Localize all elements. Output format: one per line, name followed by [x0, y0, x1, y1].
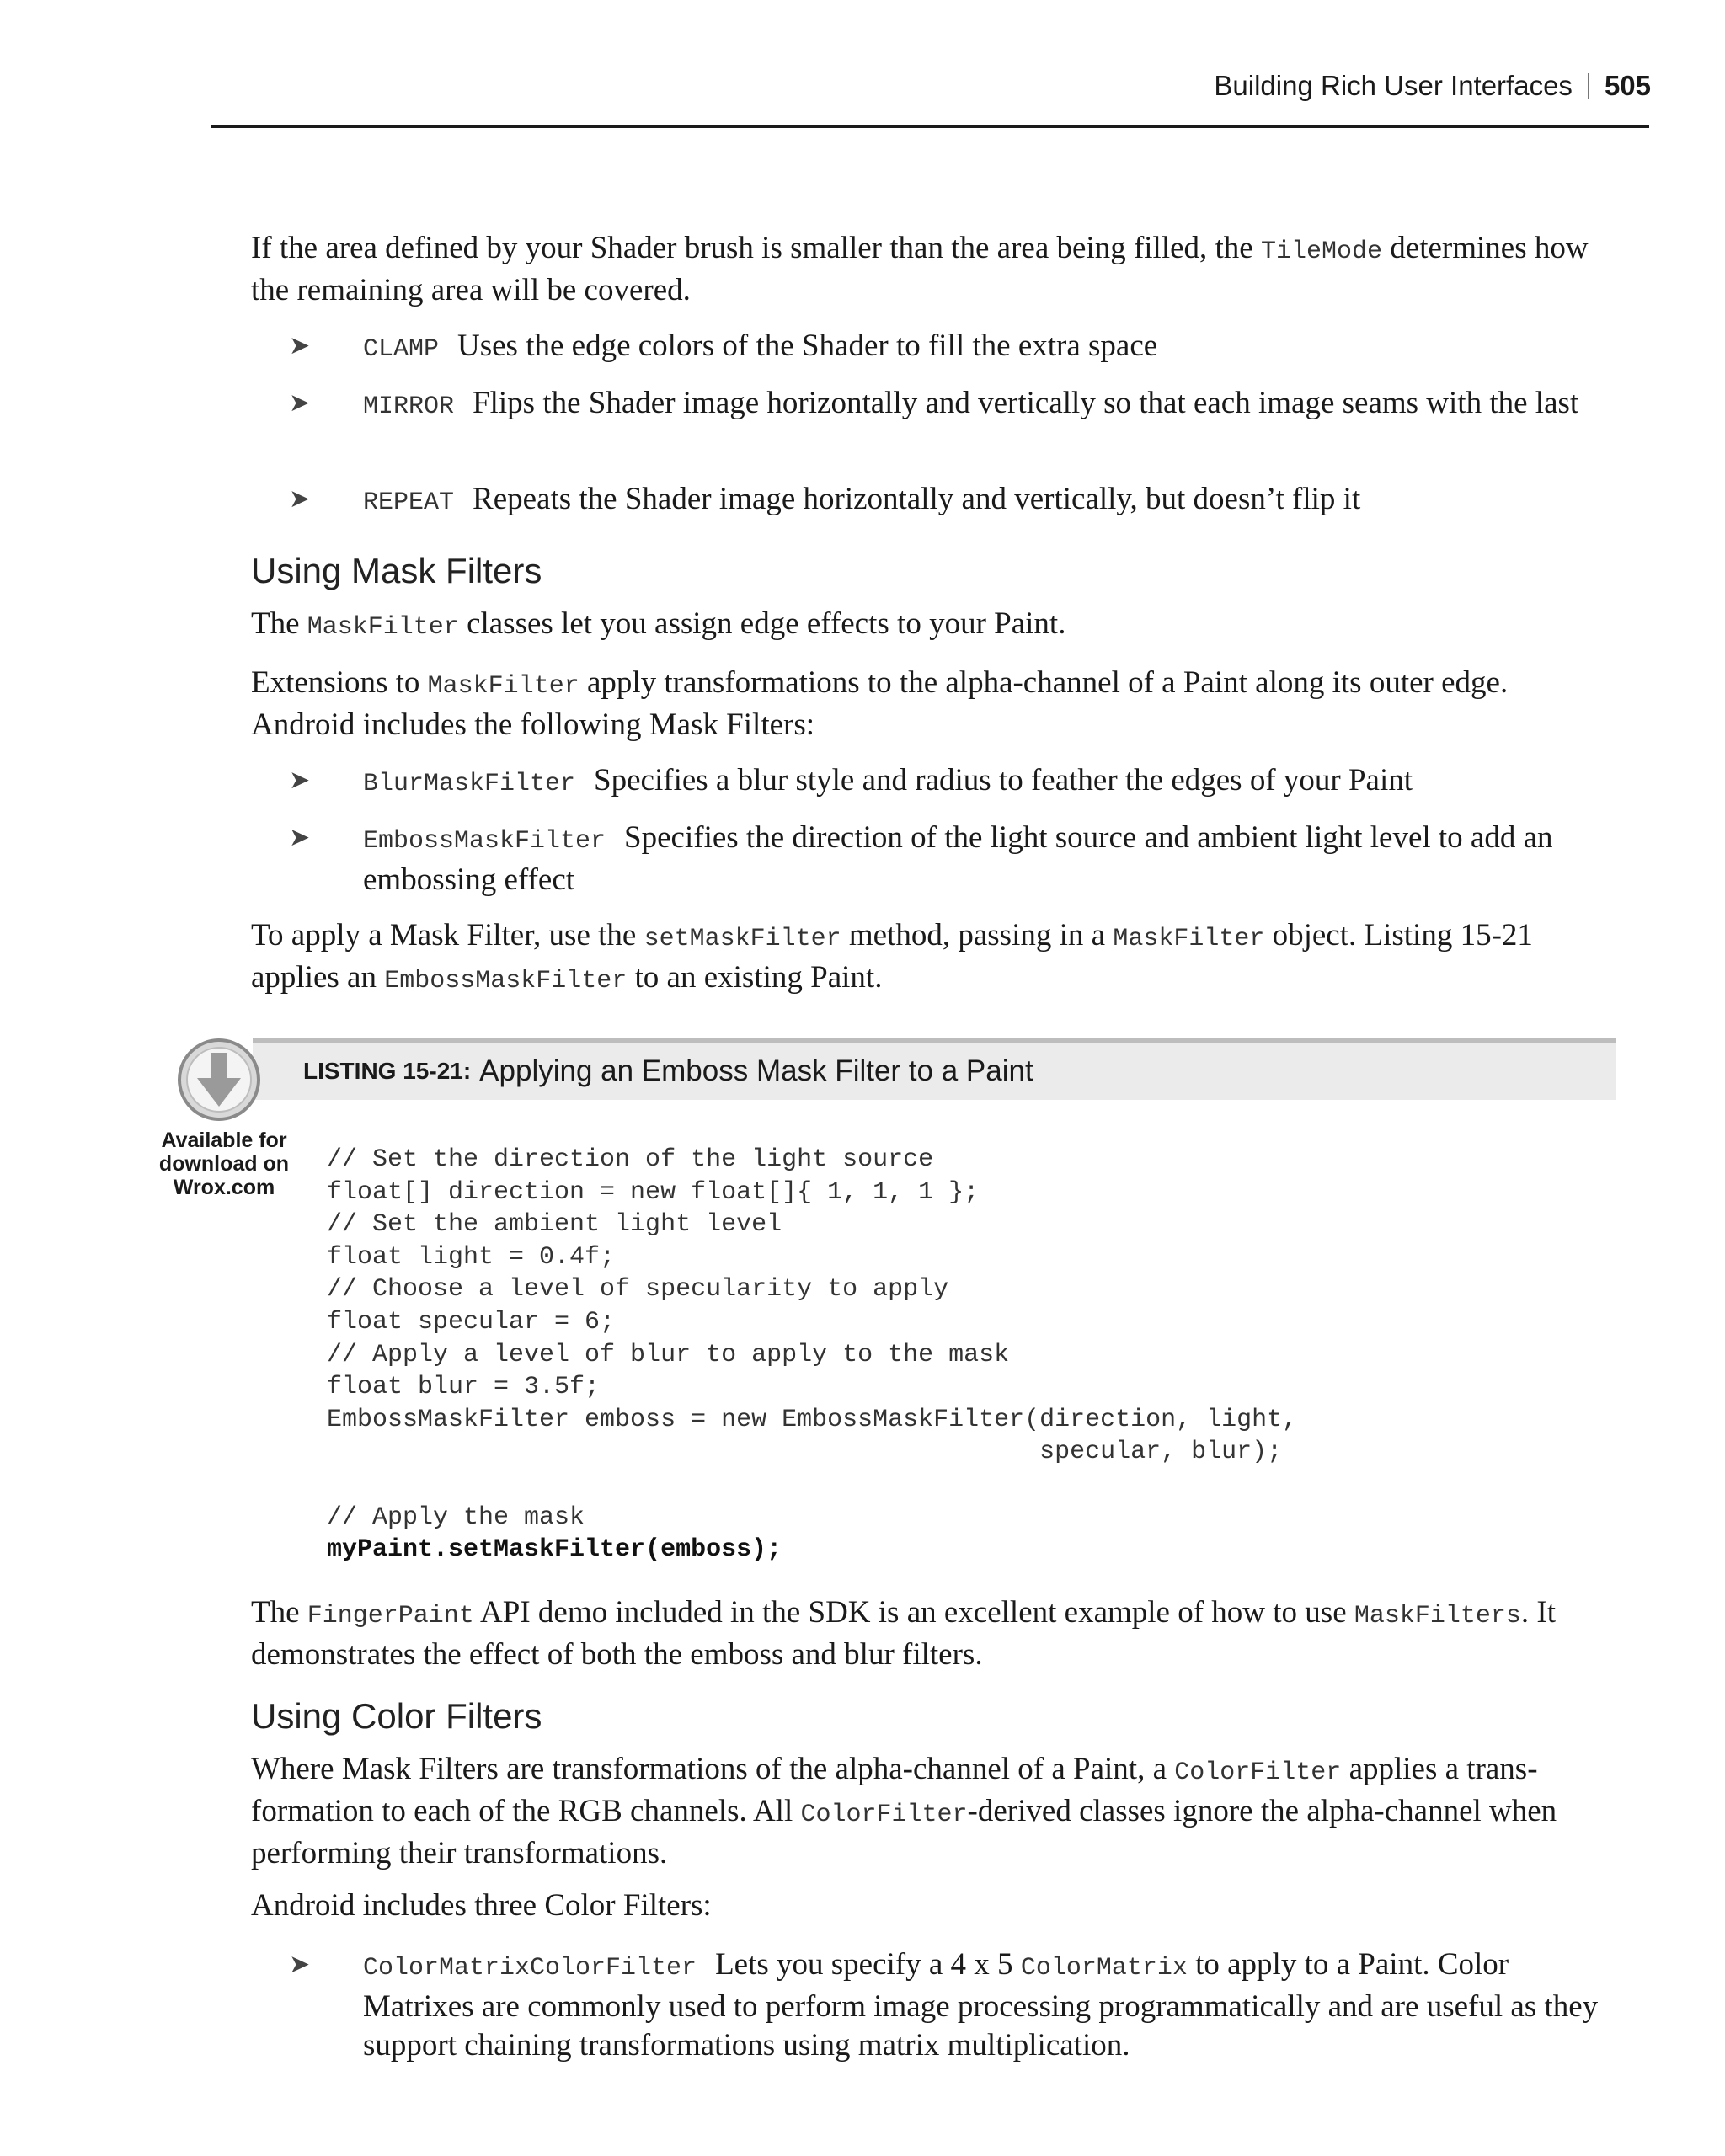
code-term: ColorMatrix — [1020, 1954, 1188, 1983]
code-term: ColorFilter — [1174, 1758, 1342, 1787]
list-item — [289, 327, 1611, 369]
code-block: // Set the direction of the light source float[] direction = new float[]{ 1, 1, 1 }; // Set the ambient light level float light = 0.4f; // Choose a level of specularity to apply float specular = 6; // Apply a level of blur to apply to the mask float blur = 3.5f; EmbossMaskFilter emboss = new EmbossMaskFilter(direction, light, specular, blur); // Apply the mask — [327, 1145, 1298, 1532]
body-text: apply transformations to the alpha-channel of a Paint along its outer edge. Android includes the following Mask Filters: — [251, 665, 1509, 742]
caption-line: Available for — [161, 1129, 287, 1152]
list-item — [289, 819, 1611, 899]
header-rule — [211, 125, 1649, 128]
list-item-text: Flips the Shader image horizontally and vertically so that each image seams with the last — [473, 386, 1579, 420]
list-item — [289, 384, 1611, 426]
code-term: EmbossMaskFilter — [363, 827, 606, 856]
list-item — [289, 1945, 1611, 2065]
intro-text: If the area defined by your Shader brush is smaller than the area being filled, the — [251, 231, 1261, 265]
page-number: 505 — [1604, 70, 1651, 101]
body-paragraph — [251, 605, 1616, 647]
code-term: MaskFilter — [427, 672, 579, 701]
code-term: MaskFilter — [1113, 925, 1265, 953]
body-paragraph — [251, 1886, 1616, 1925]
intro-paragraph — [251, 229, 1616, 310]
code-term: CLAMP — [363, 335, 440, 364]
code-term: ColorMatrixColorFilter — [363, 1954, 697, 1983]
code-term: MIRROR — [363, 392, 455, 421]
body-paragraph — [251, 1593, 1616, 1674]
body-text: applies a trans-formation to each of the RGB channels. All — [251, 1752, 1538, 1828]
list-item — [289, 761, 1611, 803]
body-text: Android includes three Color Filters: — [251, 1888, 712, 1923]
listing-title: Applying an Emboss Mask Filter to a Paint — [479, 1054, 1033, 1087]
code-term: REPEAT — [363, 488, 455, 517]
arrow-bullet-icon: ➤ — [289, 1950, 311, 1979]
body-paragraph — [251, 916, 1616, 1001]
body-text: -derived classes ignore the alpha-channel when performing their transformations. — [251, 1794, 1557, 1870]
caption-line: download on — [158, 1152, 290, 1176]
code-term: MaskFilter — [307, 613, 459, 642]
body-text: object. Listing 15-21 applies an — [251, 918, 1533, 995]
body-text: The — [251, 606, 307, 641]
code-term: MaskFilters — [1354, 1602, 1521, 1630]
listing-title-bar — [253, 1038, 1616, 1100]
arrow-bullet-icon: ➤ — [289, 766, 311, 795]
code-term: EmbossMaskFilter — [384, 967, 628, 995]
body-text: classes let you assign edge effects to your Paint. — [458, 606, 1066, 641]
body-text: Extensions to — [251, 665, 428, 700]
code-term: FingerPaint — [307, 1602, 474, 1630]
list-item-text: Specifies a blur style and radius to feather the edges of your Paint — [594, 763, 1413, 798]
arrow-bullet-icon: ➤ — [289, 823, 311, 852]
section-heading: Using Color Filters — [251, 1696, 542, 1736]
code-term: setMaskFilter — [644, 925, 841, 953]
body-text: API demo included in the SDK is an excellent example of how to use — [473, 1595, 1354, 1630]
caption-line: Wrox.com — [173, 1176, 275, 1199]
list-item-text: Specifies the direction of the light source and ambient light level to add an embossing effect — [363, 820, 1553, 897]
body-text: Where Mask Filters are transformations of the alpha-channel of a Paint, a — [251, 1752, 1175, 1786]
body-paragraph — [251, 664, 1616, 744]
list-item-text: Uses the edge colors of the Shader to fill the extra space — [457, 328, 1158, 363]
arrow-bullet-icon: ➤ — [289, 388, 311, 418]
body-text: The — [251, 1595, 307, 1630]
code-term: TileMode — [1260, 237, 1383, 266]
body-text: method, passing in a — [841, 918, 1114, 953]
code-term: BlurMaskFilter — [363, 770, 576, 798]
running-header — [1214, 66, 1651, 106]
list-item-text: Lets you specify a 4 x 5 — [715, 1947, 1021, 1982]
arrow-bullet-icon: ➤ — [289, 331, 311, 360]
section-title: Building Rich User Interfaces — [1214, 70, 1573, 101]
list-item — [289, 480, 1611, 522]
arrow-bullet-icon: ➤ — [289, 484, 311, 514]
download-caption — [148, 1129, 300, 1199]
body-paragraph — [251, 1750, 1616, 1873]
list-item-text: Repeats the Shader image horizontally and vertically, but doesn’t flip it — [473, 482, 1361, 516]
code-listing — [327, 1144, 1297, 1566]
code-highlighted-line: myPaint.setMaskFilter(emboss); — [327, 1535, 782, 1565]
body-text: to an existing Paint. — [627, 960, 883, 995]
intro-text: determines how the remaining area will be covered. — [251, 231, 1589, 307]
body-text: . It demonstrates the effect of both the emboss and blur filters. — [251, 1595, 1557, 1672]
download-icon[interactable] — [177, 1038, 261, 1122]
listing-number: LISTING 15-21: — [303, 1058, 472, 1084]
body-text: To apply a Mask Filter, use the — [251, 918, 644, 953]
header-separator — [1588, 73, 1589, 99]
code-term: ColorFilter — [800, 1801, 968, 1829]
list-item-text: to apply to a Paint. Color Matrixes are commonly used to perform image processing programmatically and are useful as they support chaining transformations using matrix multiplication. — [363, 1947, 1599, 2063]
section-heading: Using Mask Filters — [251, 551, 542, 590]
